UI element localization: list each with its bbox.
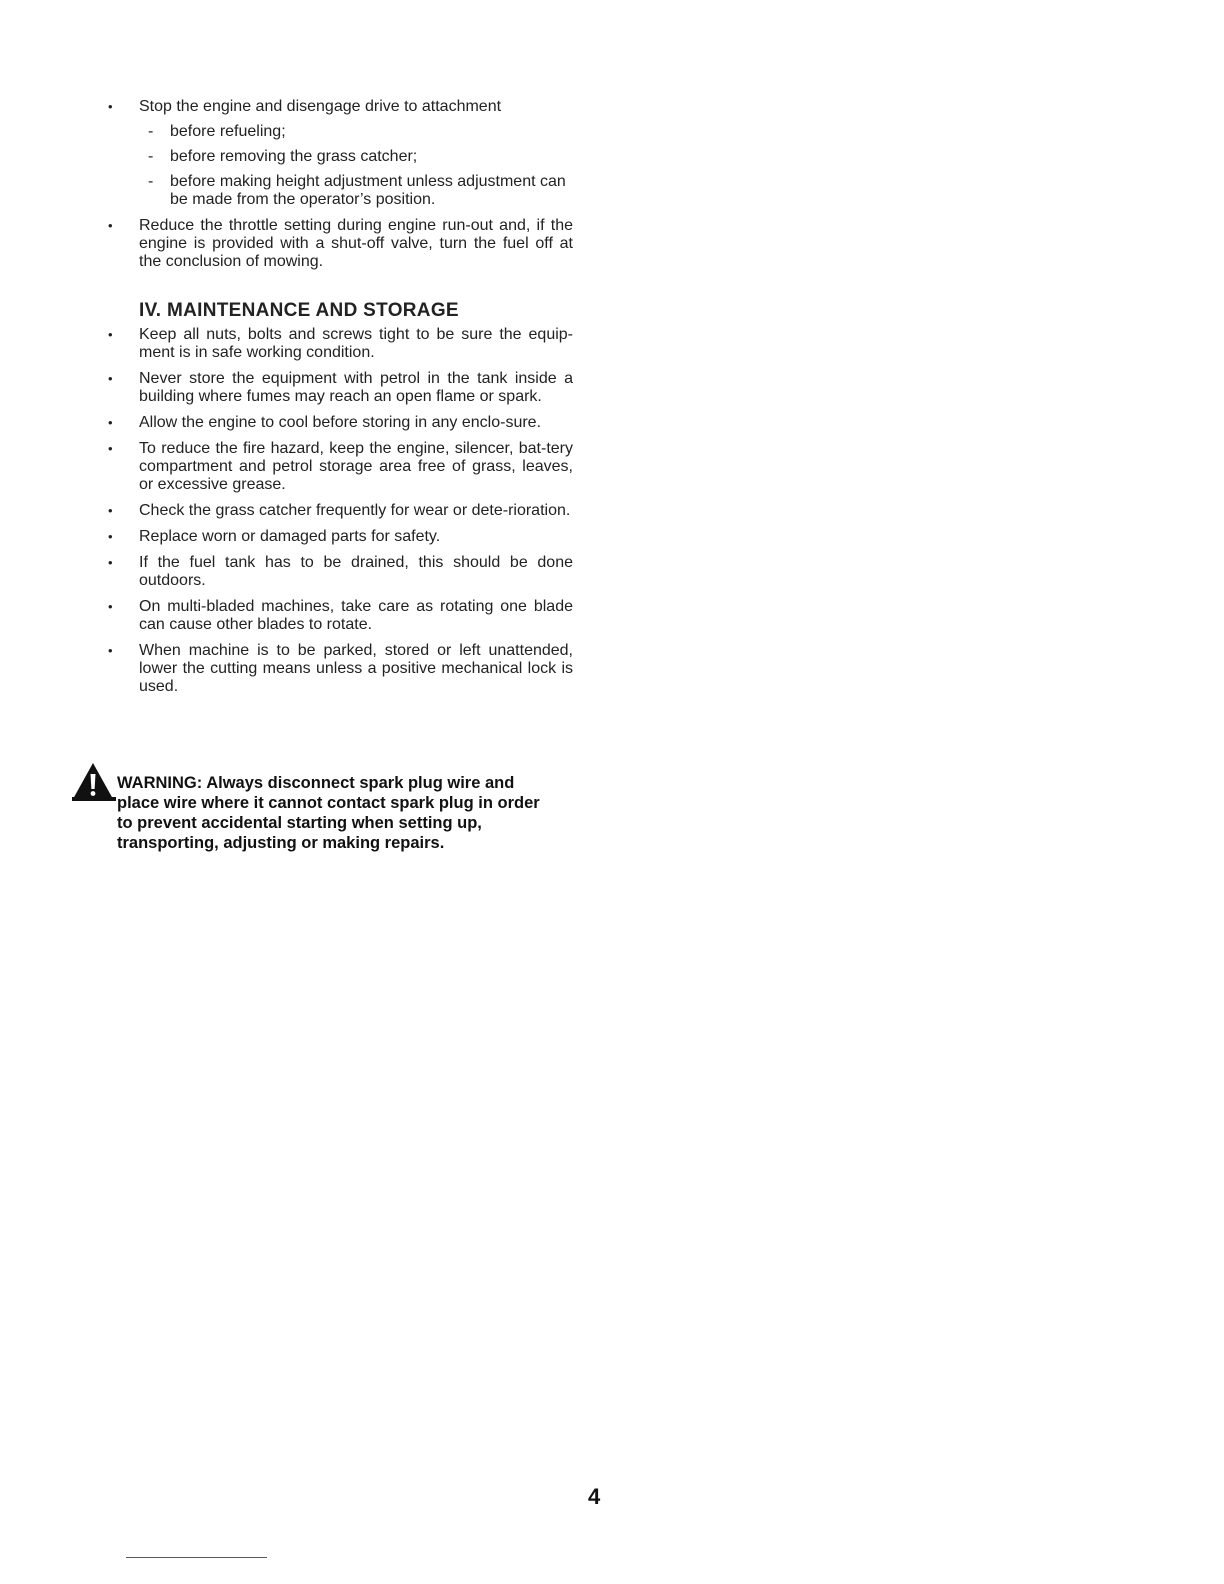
sub-list-item: - before removing the grass catcher;: [139, 148, 573, 166]
warning-triangle-icon: [72, 762, 118, 802]
list-item: • Keep all nuts, bolts and screws tight to be sure the equip-ment is in safe working condition.: [108, 326, 573, 362]
footer-rule: [126, 1557, 267, 1558]
sub-list-item: - before making height adjustment unless adjustment can be made from the operator’s position.: [139, 173, 573, 209]
warning-text: WARNING: Always disconnect spark plug wire and place wire where it cannot contact spark plug in order to prevent accidental starting when setting up, transporting, adjusting or making repairs.: [117, 774, 540, 852]
maintenance-list: [108, 326, 573, 696]
list-item: • Allow the engine to cool before storing in any enclo-sure.: [108, 414, 573, 432]
list-item: • Check the grass catcher frequently for wear or dete-rioration.: [108, 502, 573, 520]
list-item: • Reduce the throttle setting during engine run-out and, if the engine is provided with a shut-off valve, turn the fuel off at the conclusion of mowing.: [108, 217, 573, 271]
list-item: • To reduce the fire hazard, keep the engine, silencer, bat-tery compartment and petrol storage area free of grass, leaves, or excessive grease.: [108, 440, 573, 494]
page-number: 4: [588, 1484, 601, 1509]
sub-list: [139, 123, 573, 209]
list-item-text: Stop the engine and disengage drive to attachment: [139, 98, 502, 115]
warning-block: [72, 762, 552, 853]
list-item: • Never store the equipment with petrol in the tank inside a building where fumes may reach an open flame or spark.: [108, 370, 573, 406]
list-item: • On multi-bladed machines, take care as rotating one blade can cause other blades to rotate.: [108, 598, 573, 634]
list-item: • Replace worn or damaged parts for safety.: [108, 528, 573, 546]
main-column: [108, 98, 573, 704]
section-heading: IV. MAINTENANCE AND STORAGE: [139, 300, 459, 321]
list-item: • When machine is to be parked, stored or left unattended, lower the cutting means unless a positive mechanical lock is used.: [108, 642, 573, 696]
list-item: • If the fuel tank has to be drained, this should be done outdoors.: [108, 554, 573, 590]
operation-list: [108, 98, 573, 271]
list-item: [108, 98, 573, 209]
sub-list-item: - before refueling;: [139, 123, 573, 141]
